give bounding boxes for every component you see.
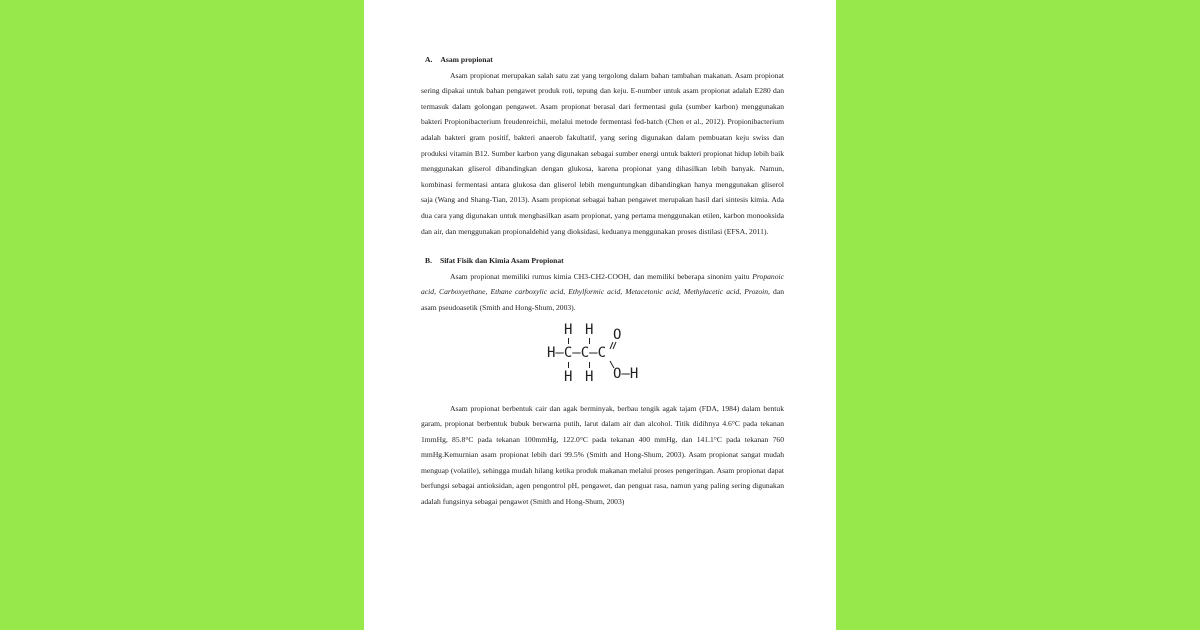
section-a-paragraph: Asam propionat merupakan salah satu zat yang tergolong dalam bahan tambahan makanan. Asam propionat sering dipakai untuk bahan pengawet produk roti, tepung dan keju. E-number untuk asam propionat adalah E280 dan termasuk dalam golongan pengawet. Asam propionat berasal dari fermentasi gula (sumber karbon) menggunakan bakteri Propionibacterium freudenreichii, melalui metode fermentasi fed-batch (Chen et al., 2012). Propionibacterium adalah bakteri gram positif, bakteri anaerob fakultatif, yang sering digunakan dalam pembuatan keju swiss dan produksi vitamin B12. Sumber karbon yang digunakan sebagai sumber energi untuk bakteri propionat hidup lebih baik menggunakan gliserol dibandingkan dengan glukosa, karena propionat yang dihasilkan lebih banyak. Namun, kombinasi fermentasi antara glukosa dan gliserol lebih menguntungkan dibandingkan hanya menggunakan gliserol saja (Wang and Shang-Tian, 2013). Asam propionat sebagai bahan pengawet merupakan hasil dari sintesis kimia. Ada dua cara yang digunakan untuk menghasilkan asam propionat, yang pertama menggunakan etilen, karbon monooksida dan air, dan menggunakan propionaldehid yang dioksidasi, keduanya menggunakan proses distilasi (EFSA, 2011). (421, 70, 784, 236)
bond-double-1 (610, 342, 613, 349)
section-b-paragraph2: Asam propionat berbentuk cair dan agak berminyak, berbau tengik agak tajam (FDA, 1984) dalam bentuk garam, propionat berbentuk bubuk berwarna putih, larut dalam air dan alcohol. Titik didihnya 4.6°C pada tekanan 1mmHg, 85.8°C pada tekanan 100mmHg, 122.0°C pada tekanan 400 mmHg, dan 141.1°C pada tekanan 760 mmHg.Kemurnian asam propionat lebih dari 99.5% (Smith and Hong-Shum, 2003). Asam propionat sangat mudah menguap (volatile), sehingga mudah hilang ketika produk makanan melalui proses pengeringan. Asam propionat dapat berfungsi sebagai antioksidan, agen pengontrol pH, pengawet, dan penguat rasa, namun yang paling sering digunakan adalah fungsinya sebagai pengawet (Smith and Hong-Shum, 2003) (421, 403, 784, 507)
formula-oxygen: O (613, 326, 622, 343)
structural-formula (421, 316, 784, 401)
document-content (421, 52, 784, 510)
synonyms-list: Propanoic acid, Carboxyethane, Ethane carboxylic acid, Ethylformic acid, Metacetonic acid, Methylacetic acid, Prozoin, (421, 271, 785, 297)
formula-hydroxyl: O–H (613, 365, 639, 382)
formula-main-chain: H–C–C–C (547, 344, 607, 361)
section-b-heading (421, 253, 784, 269)
section-b-intro-text: Asam propionat memiliki rumus kimia CH3-CH2-COOH, dan memiliki beberapa sinonim yaitu (450, 271, 750, 281)
formula-bottom-h1: H (564, 368, 573, 385)
formula-top-h1: H (564, 321, 573, 338)
section-b-intro (421, 269, 784, 316)
section-b-title: Sifat Fisik dan Kimia Asam Propionat (439, 256, 564, 266)
propionic-acid-structure (547, 320, 667, 392)
document-page (364, 0, 836, 630)
section-a-heading (421, 52, 784, 68)
section-a-title: Asam propionat (440, 55, 493, 64)
formula-top-h2: H (585, 321, 594, 338)
section-b-intro-tail: dan asam pseudoasetik (Smith and Hong-Shum, 2003). (421, 287, 784, 312)
bond-double-2 (613, 342, 616, 349)
section-b-number: B. (425, 256, 432, 266)
section-a-number: A. (425, 55, 433, 64)
formula-bottom-h2: H (585, 368, 594, 385)
